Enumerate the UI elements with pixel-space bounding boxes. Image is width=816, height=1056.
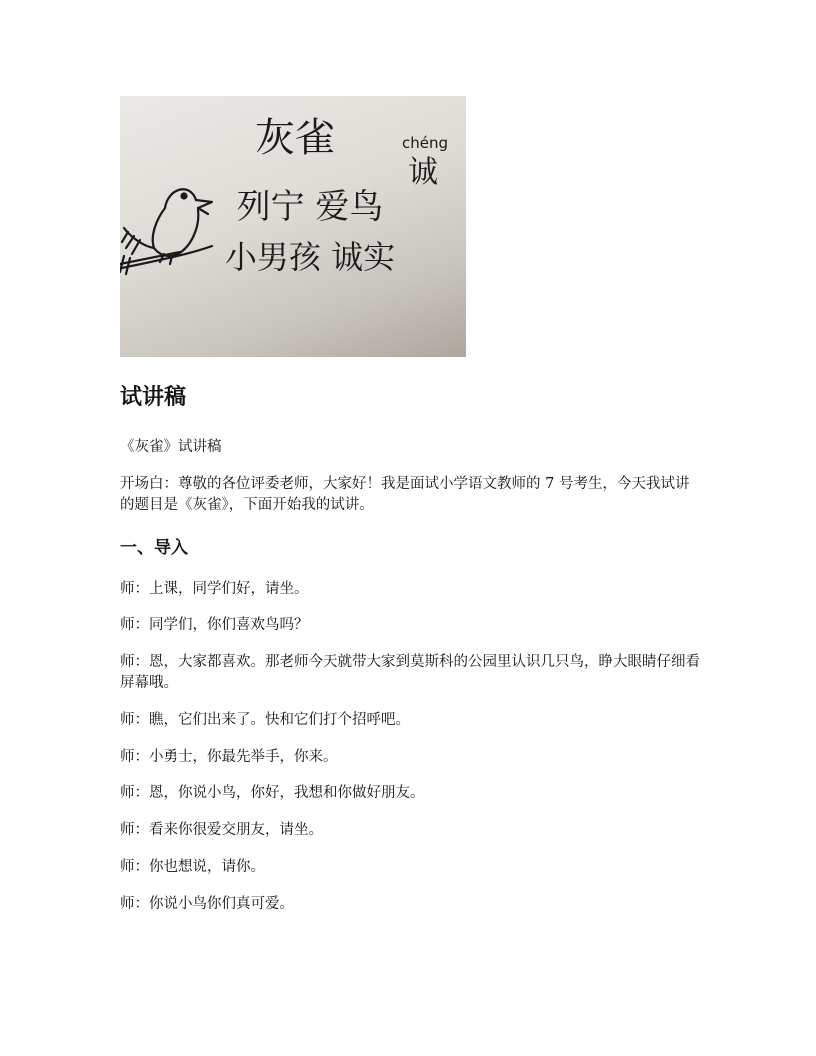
dialogue-line: 师：同学们，你们喜欢鸟吗？ — [120, 617, 309, 633]
dialogue-line: 师：恩，你说小鸟，你好，我想和你做好朋友。 — [120, 785, 425, 801]
handwritten-title: 灰雀 — [255, 115, 335, 161]
dialogue-line: 师：瞧，它们出来了。快和它们打个招呼吧。 — [120, 712, 410, 728]
document-heading: 试讲稿 — [120, 385, 187, 410]
dialogue-line: 师：恩，大家都喜欢。那老师今天就带大家到莫斯科的公园里认识几只鸟，睁大眼睛仔细看屏幕哦。 — [120, 654, 700, 691]
handwritten-card-photo — [120, 96, 466, 357]
handwritten-pinyin: chéng — [401, 134, 449, 152]
handwritten-line2: 列宁 爱鸟 — [236, 187, 384, 227]
bird-drawing — [120, 96, 466, 357]
dialogue-line: 师：看来你很爱交朋友，请坐。 — [120, 822, 323, 838]
dialogue-line: 师：你也想说，请你。 — [120, 859, 265, 875]
document-subtitle: 《灰雀》试讲稿 — [120, 439, 222, 455]
dialogue-line: 师：上课，同学们好，请坐。 — [120, 581, 309, 597]
section-heading-intro: 一、导入 — [120, 538, 188, 558]
dialogue-line: 师：你说小鸟你们真可爱。 — [120, 896, 294, 912]
handwritten-line3: 小男孩 诚实 — [224, 238, 396, 276]
handwritten-char: 诚 — [408, 155, 438, 190]
dialogue-line: 师：小勇士，你最先举手，你来。 — [120, 749, 338, 765]
opening-paragraph: 开场白：尊敬的各位评委老师，大家好！我是面试小学语文教师的 7 号考生，今天我试讲的题目是《灰雀》，下面开始我的试讲。 — [120, 476, 690, 513]
